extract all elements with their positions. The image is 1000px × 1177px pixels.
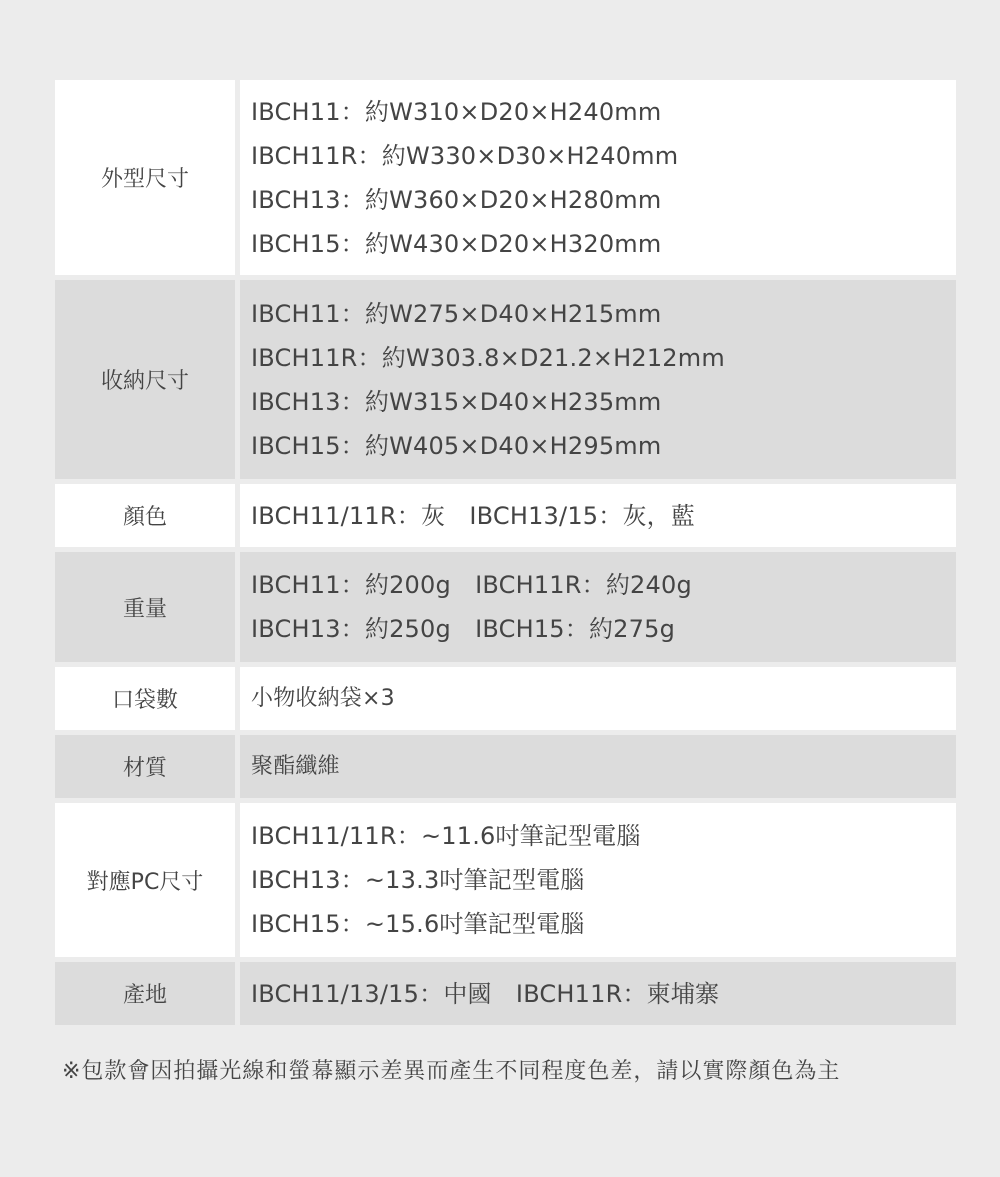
spec-table	[55, 80, 956, 1030]
spec-value-line: 聚酯纖維	[251, 753, 340, 779]
spec-row-color	[55, 484, 956, 547]
spec-row-pockets	[55, 667, 956, 730]
spec-value	[240, 552, 956, 662]
spec-label: 外型尺寸	[55, 80, 235, 275]
spec-label: 顏色	[55, 484, 235, 547]
color-disclaimer-note: ※包款會因拍攝光線和螢幕顯示差異而產生不同程度色差，請以實際顏色為主	[62, 1059, 841, 1084]
spec-value-line: IBCH15：~15.6吋筆記型電腦	[251, 910, 585, 938]
spec-value-line: IBCH11/13/15：中國 IBCH11R：柬埔寨	[251, 979, 720, 1008]
spec-label: 對應PC尺寸	[55, 803, 235, 957]
spec-value-line: IBCH13：約W360×D20×H280mm	[251, 185, 662, 214]
spec-value	[240, 484, 956, 547]
spec-label: 材質	[55, 735, 235, 798]
spec-value-line: 小物收納袋×3	[251, 685, 395, 711]
spec-row-origin	[55, 962, 956, 1025]
spec-value-line: IBCH11：約W310×D20×H240mm	[251, 97, 662, 126]
spec-row-folded-dimensions	[55, 280, 956, 479]
spec-value	[240, 803, 956, 957]
spec-value-line: IBCH13：約250g IBCH15：約275g	[251, 615, 676, 643]
spec-value-line: IBCH11/11R：~11.6吋筆記型電腦	[251, 822, 641, 850]
spec-value-line: IBCH13：約W315×D40×H235mm	[251, 387, 662, 416]
spec-label: 口袋數	[55, 667, 235, 730]
spec-value	[240, 280, 956, 479]
spec-row-pc-size	[55, 803, 956, 957]
spec-value-line: IBCH11/11R：灰 IBCH13/15：灰，藍	[251, 501, 696, 530]
spec-row-dimensions	[55, 80, 956, 275]
spec-label: 重量	[55, 552, 235, 662]
spec-row-weight	[55, 552, 956, 662]
spec-value-line: IBCH15：約W405×D40×H295mm	[251, 431, 662, 460]
spec-value-line: IBCH13：~13.3吋筆記型電腦	[251, 866, 585, 894]
spec-value-line: IBCH11：約W275×D40×H215mm	[251, 299, 662, 328]
spec-value	[240, 667, 956, 730]
spec-value	[240, 735, 956, 798]
spec-label: 產地	[55, 962, 235, 1025]
spec-value-line: IBCH11：約200g IBCH11R：約240g	[251, 571, 692, 599]
spec-value-line: IBCH15：約W430×D20×H320mm	[251, 229, 662, 258]
spec-value	[240, 80, 956, 275]
spec-value-line: IBCH11R：約W303.8×D21.2×H212mm	[251, 343, 725, 372]
spec-label: 收納尺寸	[55, 280, 235, 479]
spec-value-line: IBCH11R：約W330×D30×H240mm	[251, 141, 679, 170]
spec-value	[240, 962, 956, 1025]
spec-row-material	[55, 735, 956, 798]
